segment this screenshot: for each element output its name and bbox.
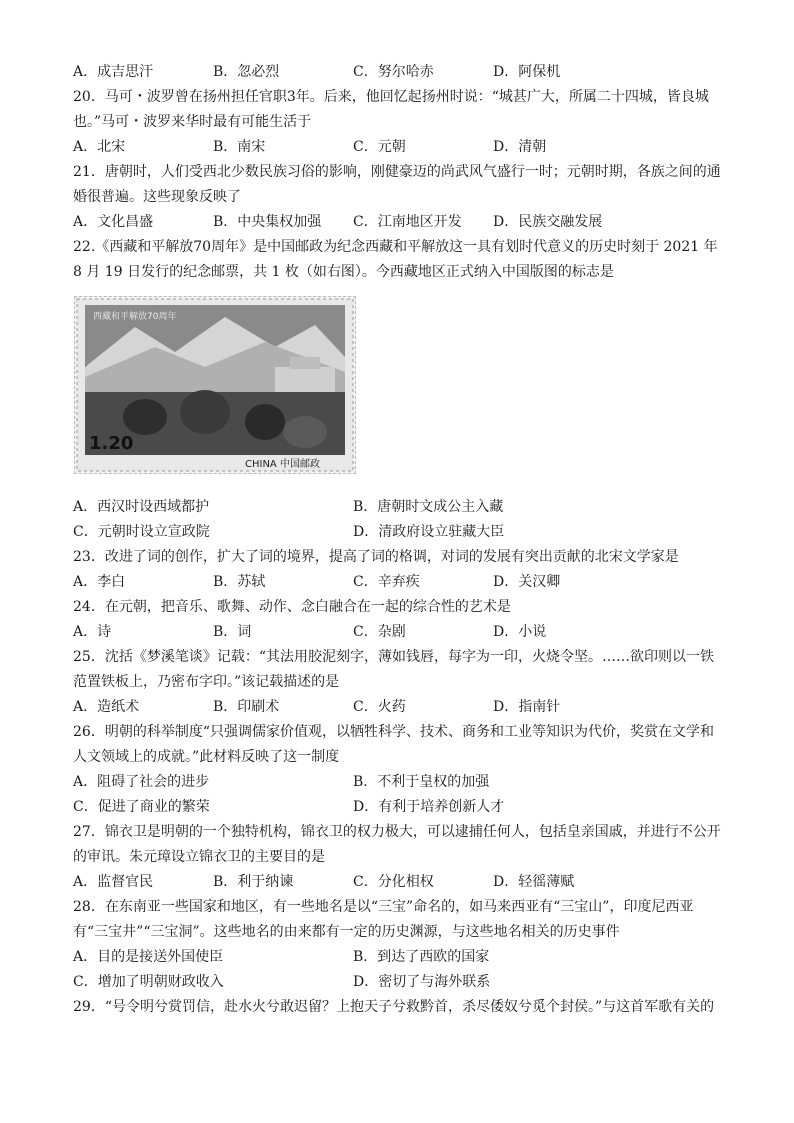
answer-option-q25o-3: D．指南针 <box>493 699 561 715</box>
stamp-illustration <box>75 297 355 473</box>
answer-option-q21o-1: B．中央集权加强 <box>213 214 322 230</box>
question-text-q24a: 24．在元朝，把音乐、歌舞、动作、念白融合在一起的综合性的艺术是 <box>73 599 511 615</box>
question-text-q26b: 人文领域上的成就。”此材料反映了这一制度 <box>73 749 340 765</box>
answer-option-q26o1-0: A．阻碍了社会的进步 <box>73 774 210 790</box>
answer-option-q24o-1: B．词 <box>213 624 252 640</box>
commemorative-stamp-image <box>74 296 356 474</box>
answer-option-q22o1-1: B．唐朝时文成公主入藏 <box>353 499 504 515</box>
answer-option-l0-3: D．阿保机 <box>493 64 561 80</box>
answer-option-q23o-2: C．辛弃疾 <box>353 574 420 590</box>
answer-option-l0-2: C．努尔哈赤 <box>353 64 434 80</box>
question-text-q22a: 22.《西藏和平解放70周年》是中国邮政为纪念西藏和平解放这一具有划时代意义的历史时刻于 2021 年 <box>73 239 718 255</box>
answer-option-q25o-1: B．印刷术 <box>213 699 280 715</box>
question-text-q26a: 26．明朝的科举制度“只强调儒家价值观，以牺牲科学、技术、商务和工业等知识为代价，奖赏在文学和 <box>73 724 714 740</box>
answer-option-q24o-3: D．小说 <box>493 624 547 640</box>
answer-option-q20o-2: C．元朝 <box>353 139 406 155</box>
answer-option-q22o2-1: D．清政府设立驻藏大臣 <box>353 524 505 540</box>
question-text-q25a: 25．沈括《梦溪笔谈》记载：“其法用胶泥刻字，薄如钱唇，每字为一印，火烧令坚。……欲印则以一铁 <box>73 649 714 665</box>
question-text-q21a: 21．唐朝时，人们受西北少数民族习俗的影响，刚健豪迈的尚武风气盛行一时；元朝时期，各族之间的通 <box>73 164 721 180</box>
answer-option-q25o-0: A．造纸术 <box>73 699 140 715</box>
question-text-q22b: 8 月 19 日发行的纪念邮票，共 1 枚（如右图）。今西藏地区正式纳入中国版图的标志是 <box>73 264 614 280</box>
question-text-q20b: 也。”马可・波罗来华时最有可能生活于 <box>73 114 312 130</box>
answer-option-q26o2-1: D．有利于培养创新人才 <box>353 799 505 815</box>
answer-option-q27o-2: C．分化相权 <box>353 874 434 890</box>
answer-option-q20o-3: D．清朝 <box>493 139 547 155</box>
answer-option-q23o-3: D．关汉卿 <box>493 574 561 590</box>
answer-option-q20o-1: B．南宋 <box>213 139 266 155</box>
stamp-country: CHINA 中国邮政 <box>245 459 320 470</box>
answer-option-q28o1-0: A．目的是接送外国使臣 <box>73 949 224 965</box>
stamp-value: 1.20 <box>89 433 134 454</box>
answer-option-l0-1: B．忽必烈 <box>213 64 280 80</box>
answer-option-q20o-0: A．北宋 <box>73 139 126 155</box>
question-text-q28a: 28．在东南亚一些国家和地区，有一些地名是以“三宝”命名的，如马来西亚有“三宝山”，印度尼西亚 <box>73 899 694 915</box>
answer-option-q22o2-0: C．元朝时设立宣政院 <box>73 524 210 540</box>
answer-option-q27o-1: B．利于纳谏 <box>213 874 294 890</box>
answer-option-q21o-3: D．民族交融发展 <box>493 214 603 230</box>
answer-option-q23o-1: B．苏轼 <box>213 574 266 590</box>
answer-option-q28o2-1: D．密切了与海外联系 <box>353 974 491 990</box>
answer-option-l0-0: A．成吉思汗 <box>73 64 154 80</box>
answer-option-q26o1-1: B．不利于皇权的加强 <box>353 774 490 790</box>
question-text-q23a: 23．改进了词的创作，扩大了词的境界，提高了词的格调，对词的发展有突出贡献的北宋文学家是 <box>73 549 679 565</box>
answer-option-q28o1-1: B．到达了西欧的国家 <box>353 949 490 965</box>
question-text-q28b: 有“三宝井”“三宝洞”。这些地名的由来都有一定的历史渊源，与这些地名相关的历史事件 <box>73 924 620 940</box>
answer-option-q27o-0: A．监督官民 <box>73 874 154 890</box>
answer-option-q24o-2: C．杂剧 <box>353 624 406 640</box>
answer-option-q21o-0: A．文化昌盛 <box>73 214 154 230</box>
answer-option-q28o2-0: C．增加了明朝财政收入 <box>73 974 224 990</box>
answer-option-q23o-0: A．李白 <box>73 574 126 590</box>
question-text-q29a: 29．“号令明兮赏罚信，赴水火兮敢迟留？上抱天子兮救黔首，杀尽倭奴兮觅个封侯。”与这首军歌有关的 <box>73 999 715 1015</box>
answer-option-q26o2-0: C．促进了商业的繁荣 <box>73 799 210 815</box>
answer-option-q27o-3: D．轻徭薄赋 <box>493 874 575 890</box>
question-text-q20a: 20．马可・波罗曾在扬州担任官职3年。后来，他回忆起扬州时说：“城甚广大，所属二十四城，皆良城 <box>73 89 709 105</box>
answer-option-q22o1-0: A．西汉时设西域都护 <box>73 499 210 515</box>
answer-option-q24o-0: A．诗 <box>73 624 112 640</box>
answer-option-q21o-2: C．江南地区开发 <box>353 214 462 230</box>
answer-option-q25o-2: C．火药 <box>353 699 406 715</box>
stamp-top-text: 西藏和平解放70周年 <box>93 312 177 322</box>
question-text-q25b: 范置铁板上，乃密布字印。”该记载描述的是 <box>73 674 340 690</box>
question-text-q27b: 的审讯。朱元璋设立锦衣卫的主要目的是 <box>73 849 325 865</box>
question-text-q21b: 婚很普遍。这些现象反映了 <box>73 189 241 205</box>
question-text-q27a: 27．锦衣卫是明朝的一个独特机构，锦衣卫的权力极大，可以逮捕任何人，包括皇亲国戚，并进行不公开 <box>73 824 721 840</box>
